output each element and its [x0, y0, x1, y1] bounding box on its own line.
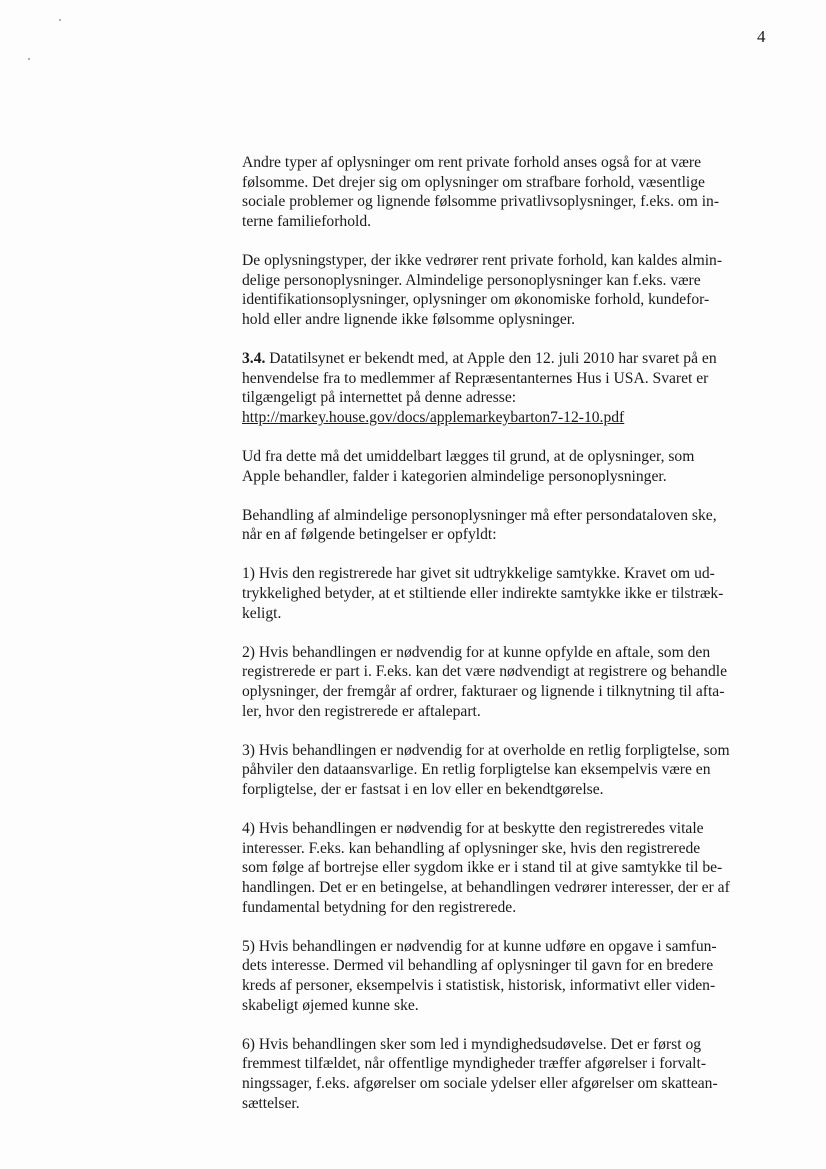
paragraph: [242, 251, 777, 329]
paragraph-line: Ud fra dette må det umiddelbart lægges til grund, at de oplysninger, som: [242, 447, 695, 465]
section-number: 3.4.: [242, 349, 266, 367]
paragraph-line: ler, hvor den registrerede er aftalepart.: [242, 702, 481, 720]
section-first-line-text: Datatilsynet er bekendt med, at Apple den 12. juli 2010 har svaret på en: [265, 349, 717, 367]
document-body: [242, 153, 777, 1133]
paragraph-line: skabeligt øjemed kunne ske.: [242, 996, 419, 1014]
paragraph-line: oplysninger, der fremgår af ordrer, fakturaer og lignende i tilknytning til afta-: [242, 683, 725, 701]
paragraph-line: kreds af personer, eksempelvis i statistisk, historisk, informativt eller viden-: [242, 976, 716, 994]
paragraph-line: sociale problemer og lignende følsomme privatlivsoplysninger, f.eks. om in-: [242, 193, 720, 211]
paragraph: [242, 819, 777, 917]
paragraph-line: keligt.: [242, 604, 282, 622]
paragraph-line: henvendelse fra to medlemmer af Repræsentanternes Hus i USA. Svaret er: [242, 369, 709, 387]
paragraph-line: 5) Hvis behandlingen er nødvendig for at kunne udføre en opgave i samfun-: [242, 937, 717, 955]
paragraph-line: 2) Hvis behandlingen er nødvendig for at kunne opfylde en aftale, som den: [242, 643, 711, 661]
paragraph-line: 1) Hvis den registrerede har givet sit udtrykkelige samtykke. Kravet om ud-: [242, 565, 715, 583]
paragraph-line: terne familieforhold.: [242, 212, 372, 230]
paragraph-line: [242, 349, 777, 369]
paragraph-line: fundamental betydning for den registrerede.: [242, 898, 517, 916]
paragraph-line: delige personoplysninger. Almindelige personoplysninger kan f.eks. være: [242, 271, 701, 289]
paragraph-line: tilgængeligt på internettet på denne adresse:: [242, 389, 517, 407]
paragraph-line: som følge af bortrejse eller sygdom ikke er i stand til at give samtykke til be-: [242, 859, 723, 877]
paragraph-line: sættelser.: [242, 1094, 300, 1112]
paragraph: [242, 349, 777, 427]
paragraph: [242, 506, 777, 545]
paragraph-line: følsomme. Det drejer sig om oplysninger om strafbare forhold, væsentlige: [242, 173, 705, 191]
scan-speck: [28, 58, 30, 60]
apple-response-link[interactable]: http://markey.house.gov/docs/applemarkeybarton7-12-10.pdf: [242, 408, 625, 426]
paragraph-line: 3) Hvis behandlingen er nødvendig for at overholde en retlig forpligtelse, som: [242, 741, 730, 759]
paragraph-line: identifikationsoplysninger, oplysninger om økonomiske forhold, kundefor-: [242, 291, 710, 309]
paragraph-line: 6) Hvis behandlingen sker som led i myndighedsudøvelse. Det er først og: [242, 1035, 702, 1053]
paragraph-line: hold eller andre lignende ikke følsomme oplysninger.: [242, 310, 576, 328]
paragraph: [242, 741, 777, 800]
paragraph-line: ningssager, f.eks. afgørelser om sociale ydelser eller afgørelser om skattean-: [242, 1074, 718, 1092]
scan-speck: [59, 19, 61, 21]
paragraph: [242, 153, 777, 231]
paragraph: [242, 643, 777, 721]
paragraph-line: påhviler den dataansvarlige. En retlig forpligtelse kan eksempelvis være en: [242, 761, 711, 779]
paragraph-line: 4) Hvis behandlingen er nødvendig for at beskytte den registreredes vitale: [242, 820, 704, 838]
paragraph-line: Andre typer af oplysninger om rent private forhold anses også for at være: [242, 154, 702, 171]
paragraph: [242, 564, 777, 623]
paragraph-line: når en af følgende betingelser er opfyldt:: [242, 526, 497, 544]
paragraph-line: dets interesse. Dermed vil behandling af oplysninger til gavn for en bredere: [242, 957, 714, 975]
paragraph-line: forpligtelse, der er fastsat i en lov eller en bekendtgørelse.: [242, 781, 604, 798]
paragraph: [242, 447, 777, 486]
paragraph-line: fremmest tilfældet, når offentlige myndigheder træffer afgørelser i forvalt-: [242, 1055, 707, 1073]
paragraph-line: Behandling af almindelige personoplysninger må efter persondataloven ske,: [242, 506, 717, 524]
paragraph-line: handlingen. Det er en betingelse, at behandlingen vedrører interesser, der er af: [242, 878, 730, 896]
paragraph: [242, 937, 777, 1015]
paragraph-line: interesser. F.eks. kan behandling af oplysninger ske, hvis den registrerede: [242, 839, 701, 857]
paragraph-line: De oplysningstyper, der ikke vedrører rent private forhold, kan kaldes almin-: [242, 251, 723, 269]
paragraph-line: registrerede er part i. F.eks. kan det være nødvendigt at registrere og behandle: [242, 663, 728, 681]
paragraph: [242, 1035, 777, 1113]
paragraph-line: Apple behandler, falder i kategorien almindelige personoplysninger.: [242, 467, 667, 485]
paragraph-line: trykkelighed betyder, at et stiltiende eller indirekte samtykke ikke er tilstræk-: [242, 585, 724, 603]
page-number: 4: [757, 27, 766, 46]
